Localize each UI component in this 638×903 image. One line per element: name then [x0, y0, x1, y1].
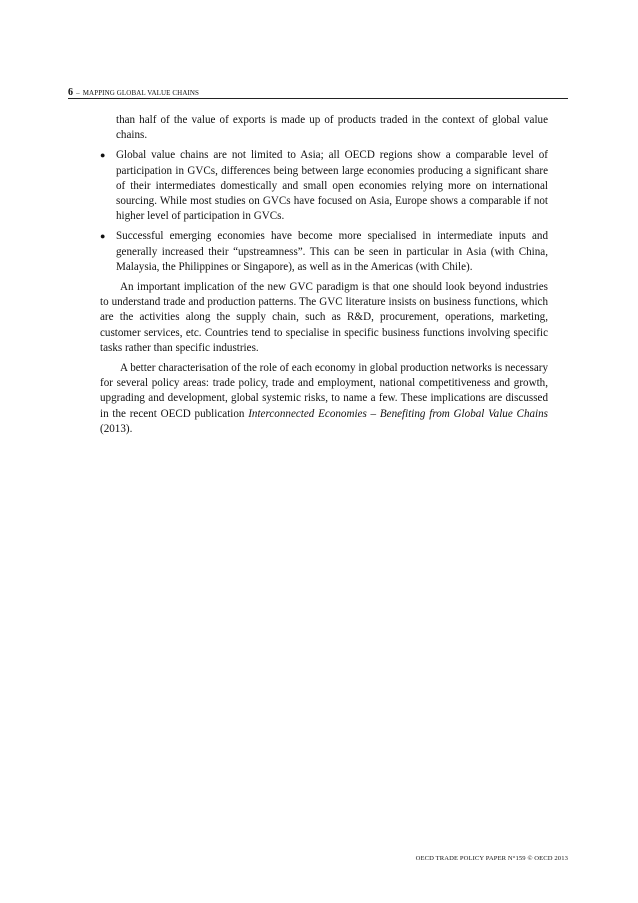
bullet-list [100, 148, 548, 275]
paragraph-gvc-implication: An important implication of the new GVC paradigm is that one should look beyond industries to understand trade and production patterns. The GVC literature insists on business functions, which are the activities along the supply chain, such as R&D, procurement, operations, marketing, customer services, etc. Countries tend to specialise in specific business functions involving specific tasks rather than specific industries. [100, 281, 548, 354]
paragraph-text: A better characterisation of the role of each economy in global production networks is necessary for several policy areas: trade policy, trade and employment, national competitiveness and growth, upgrading and development, global systemic risks, to name a few. These implications are discussed in the recent OECD publication [100, 362, 548, 420]
paragraph-text-end: (2013). [100, 422, 133, 435]
bullet-item [100, 148, 548, 224]
header-separator: – [76, 89, 80, 97]
bullet-text: Global value chains are not limited to Asia; all OECD regions show a comparable level of participation in GVCs, differences being between large economies producing a significant share of their intermediates domestically and small open economies relying more on international sourcing. While most studies on GVCs have focused on Asia, Europe shows a comparable if not higher level of participation in GVCs. [116, 149, 548, 223]
continuation-paragraph: than half of the value of exports is made up of products traded in the context of global value chains. [116, 114, 548, 142]
bullet-dot-icon: ● [100, 231, 106, 242]
running-header [68, 84, 568, 99]
bullet-dot-icon: ● [100, 150, 106, 161]
page-footer: OECD TRADE POLICY PAPER N°159 © OECD 2013 [415, 855, 568, 862]
publication-title: Interconnected Economies – Benefiting from Global Value Chains [248, 407, 548, 420]
bullet-item [100, 229, 548, 275]
running-header-title: MAPPING GLOBAL VALUE CHAINS [82, 89, 200, 97]
body-text [100, 113, 548, 442]
paragraph-characterisation [100, 361, 548, 437]
bullet-text: Successful emerging economies have become more specialised in intermediate inputs and generally increased their “upstreamness”. This can be seen in particular in Asia (with China, Malaysia, the Philippines or Singapore), as well as in the Americas (with Chile). [116, 230, 548, 273]
page-number: 6 [68, 87, 74, 98]
